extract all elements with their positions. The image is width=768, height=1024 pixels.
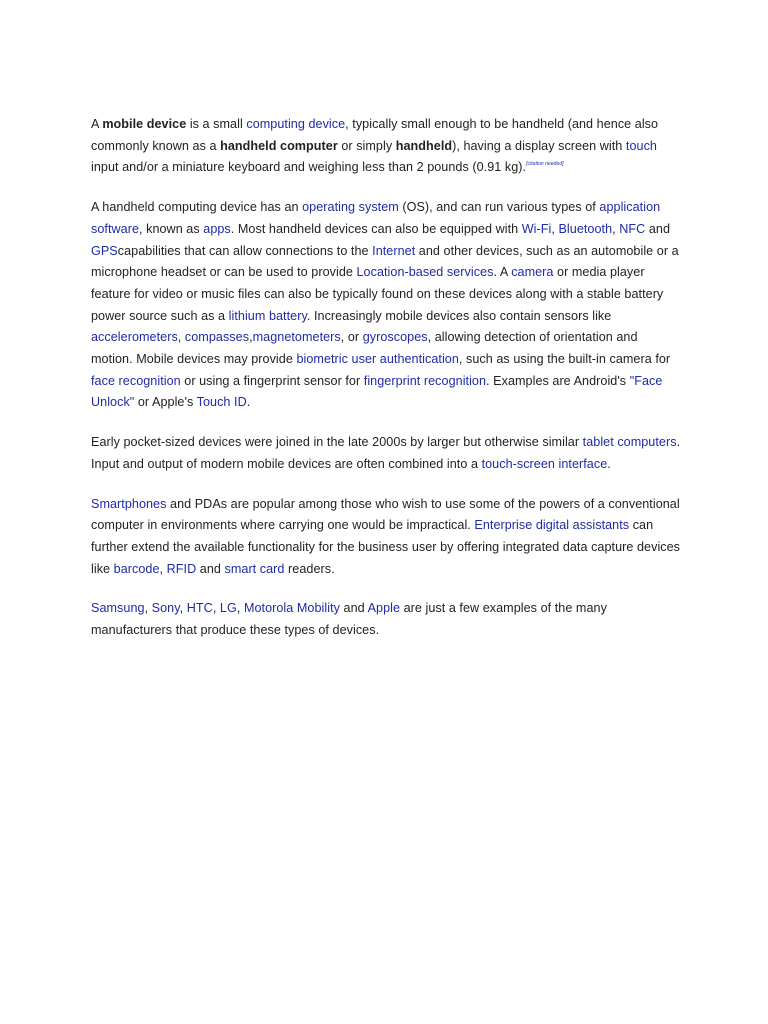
inline-link[interactable]: Apple [367, 601, 401, 616]
inline-link[interactable]: GPS [91, 243, 118, 258]
inline-link[interactable]: Bluetooth [558, 221, 613, 236]
body-text: or Apple's [134, 395, 197, 410]
inline-link[interactable]: accelerometers [91, 330, 178, 345]
body-text: . Input and output of modern mobile devices are often combined into a [91, 435, 681, 471]
inline-link[interactable]: tablet computers [582, 435, 677, 450]
inline-link[interactable]: Location-based services [356, 265, 494, 280]
body-text: , such as using the built-in camera for [458, 352, 671, 367]
body-text: and [645, 221, 671, 236]
inline-link[interactable]: camera [511, 265, 554, 280]
body-text: capabilities that can allow connections to the [117, 243, 373, 258]
bold-term: handheld [395, 138, 453, 153]
body-text: . Most handheld devices can also be equipped with [230, 221, 522, 236]
inline-link[interactable]: operating system [302, 200, 399, 215]
inline-link[interactable]: "Face Unlock" [91, 373, 663, 410]
bold-term: mobile device [102, 117, 187, 131]
inline-link[interactable]: Sony [151, 601, 180, 616]
inline-link[interactable]: lithium battery [228, 308, 307, 323]
paragraph [91, 598, 681, 641]
body-text: , typically small enough to be handheld (and hence also commonly known as a [91, 117, 659, 153]
body-text: or simply [337, 138, 396, 153]
inline-link[interactable]: Smartphones [91, 496, 167, 511]
body-text: . Examples are Android's [486, 373, 630, 388]
body-text: , [249, 330, 253, 345]
body-text: , [179, 601, 187, 616]
paragraph [91, 494, 681, 581]
body-text: , or [340, 330, 363, 345]
body-text: , [177, 330, 185, 345]
body-text: . A [493, 265, 512, 280]
body-text: , [612, 221, 620, 236]
body-text: ), having a display screen with [452, 138, 626, 153]
inline-link[interactable]: Samsung [91, 601, 145, 616]
body-text: readers. [284, 561, 335, 576]
body-text: and PDAs are popular among those who wish to use some of the powers of a conventional computer in environments where carrying one would be impractical. [91, 496, 680, 533]
body-text: Early pocket-sized devices were joined in the late 2000s by larger but otherwise similar [91, 435, 583, 450]
body-text: and [196, 561, 225, 576]
inline-link[interactable]: barcode [113, 561, 160, 576]
body-text: is a small [186, 117, 247, 131]
body-text: , [144, 601, 152, 616]
body-text: or media player feature for video or music files can also be typically found on these devices along with a stable battery power source such as a [91, 265, 664, 323]
inline-link[interactable]: application software [91, 200, 661, 236]
body-text: , [551, 221, 559, 236]
inline-link[interactable]: smart card [224, 561, 285, 576]
inline-link[interactable]: apps [203, 221, 231, 236]
body-text: can further extend the available functionality for the business user by offering integrated data capture devices like [91, 518, 681, 576]
body-text: input and/or a miniature keyboard and weighing less than 2 pounds (0.91 kg). [91, 160, 527, 175]
inline-link[interactable]: computing device [246, 117, 346, 131]
body-text: or using a fingerprint sensor for [180, 373, 364, 388]
paragraph [91, 432, 681, 475]
body-text: . Increasingly mobile devices also contain sensors like [306, 308, 612, 323]
body-text: . [607, 456, 611, 471]
citation-needed-link[interactable]: [citation needed] [526, 161, 564, 168]
body-text: , [236, 601, 244, 616]
body-text: and [339, 601, 368, 616]
inline-link[interactable]: HTC [186, 601, 213, 616]
body-text: A handheld computing device has an [91, 200, 303, 215]
paragraph [91, 114, 681, 179]
inline-link[interactable]: biometric user authentication [296, 352, 459, 367]
inline-link[interactable]: Motorola Mobility [243, 601, 340, 616]
inline-link[interactable]: compasses [184, 330, 250, 345]
inline-link[interactable]: Wi-Fi [521, 221, 552, 236]
body-text: , known as [139, 221, 204, 236]
bold-term: handheld computer [220, 138, 338, 153]
paragraph [91, 197, 681, 414]
body-text: A [91, 117, 103, 131]
body-text: and other devices, such as an automobile or a microphone headset or can be used to provide [91, 243, 679, 280]
inline-link[interactable]: RFID [166, 561, 197, 576]
inline-link[interactable]: touch-screen interface [481, 456, 608, 471]
inline-link[interactable]: Internet [372, 243, 416, 258]
inline-link[interactable]: fingerprint recognition [363, 373, 487, 388]
inline-link[interactable]: Touch ID [196, 395, 247, 410]
body-text: , allowing detection of orientation and motion. Mobile devices may provide [91, 330, 638, 367]
body-text: are just a few examples of the many manufacturers that produce these types of devices. [91, 601, 607, 638]
inline-link[interactable]: touch [625, 138, 657, 153]
inline-link[interactable]: Enterprise digital assistants [474, 518, 630, 533]
body-text: , [212, 601, 220, 616]
body-text: , [159, 561, 167, 576]
inline-link[interactable]: magnetometers [252, 330, 341, 345]
body-text: . [246, 395, 251, 410]
body-text: (OS), and can run various types of [398, 200, 600, 215]
inline-link[interactable]: gyroscopes [362, 330, 428, 345]
article-body [91, 114, 681, 642]
inline-link[interactable]: LG [219, 601, 237, 616]
inline-link[interactable]: face recognition [91, 373, 181, 388]
inline-link[interactable]: NFC [619, 221, 646, 236]
